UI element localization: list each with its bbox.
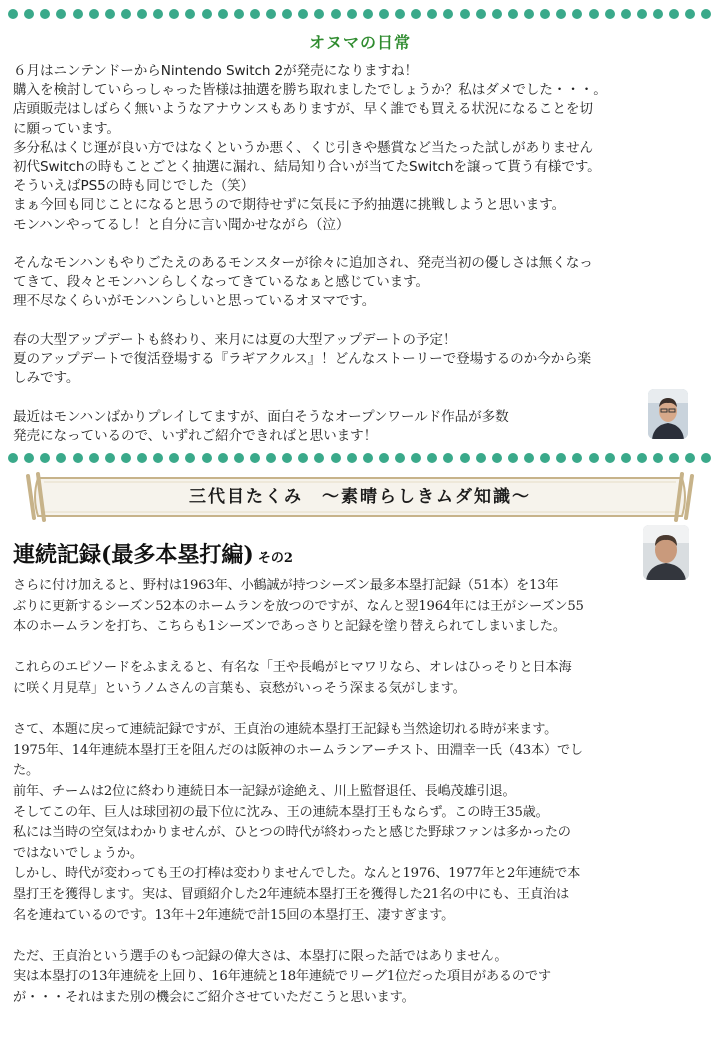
column-banner bbox=[24, 472, 696, 522]
text-line: 購入を検討していらっしゃった皆様は抽選を勝ち取れましたでしょうか？私はダメでした・・・。 bbox=[13, 82, 607, 99]
section1-title: オヌマの日常 bbox=[308, 33, 411, 52]
article-title: 連続記録(最多本塁打編) bbox=[13, 542, 254, 568]
divider-dot bbox=[605, 9, 615, 19]
divider-dot bbox=[153, 9, 163, 19]
text-line: 1975年、14年連続本塁打王を阻んだのは阪神のホームランアーチスト、田淵幸一氏（43本）でし bbox=[13, 742, 583, 758]
text-line: 店頭販売はしばらく無いようなアナウンスもありますが、早く誰でも買える状況になることを切 bbox=[13, 101, 593, 118]
text-line: そういえばPS5の時も同じでした（笑） bbox=[13, 178, 255, 195]
divider-dot bbox=[89, 453, 99, 463]
divider-dot bbox=[218, 9, 228, 19]
divider-dot bbox=[105, 9, 115, 19]
text-line: しかし、時代が変わっても王の打棒は変わりませんでした。なんと1976、1977年と2年連続で本 bbox=[13, 866, 581, 882]
divider-dot bbox=[8, 9, 18, 19]
text-line: に咲く月見草」というノムさんの言葉も、哀愁がいっそう深まる気がします。 bbox=[13, 680, 466, 696]
divider-dot bbox=[121, 453, 131, 463]
paragraph-spacer bbox=[13, 926, 713, 947]
divider-dot bbox=[701, 9, 711, 19]
divider-dot bbox=[653, 453, 663, 463]
text-line: 名を連ねているのです。13年＋2年連続で計15回の本塁打王、凄すぎます。 bbox=[13, 907, 455, 923]
text-line: しみです。 bbox=[13, 370, 80, 387]
divider-dot bbox=[476, 9, 486, 19]
text-line: ６月はニンテンドーからNintendo Switch 2が発売になりますね！ bbox=[13, 63, 419, 79]
divider-dot bbox=[637, 453, 647, 463]
divider-dot bbox=[492, 9, 502, 19]
divider-dot bbox=[411, 9, 421, 19]
divider-dot bbox=[572, 9, 582, 19]
divider-dot bbox=[56, 453, 66, 463]
divider-dot bbox=[202, 9, 212, 19]
paragraph-spacer bbox=[13, 388, 709, 407]
divider-dot bbox=[8, 453, 18, 463]
divider-dot bbox=[524, 453, 534, 463]
divider-dot bbox=[460, 9, 470, 19]
divider-dot bbox=[685, 9, 695, 19]
divider-dot bbox=[202, 453, 212, 463]
divider-dot bbox=[363, 453, 373, 463]
text-line: 発売になっているので、いずれご紹介できればと思います！ bbox=[13, 427, 378, 444]
article-subtitle: その2 bbox=[257, 551, 293, 566]
text-line: に願っています。 bbox=[13, 120, 120, 137]
divider-dot bbox=[314, 453, 324, 463]
divider-dot bbox=[105, 453, 115, 463]
text-line: さて、本題に戻って連続記録ですが、王貞治の連続本塁打王記録も当然途切れる時が来ます。 bbox=[13, 722, 558, 738]
text-line: これらのエピソードをふまえると、有名な「王や長嶋がヒマワリなら、オレはひっそりと日本海 bbox=[13, 660, 572, 676]
divider-dot bbox=[250, 9, 260, 19]
divider-dot bbox=[266, 9, 276, 19]
text-line: モンハンやってるし！と自分に言い聞かせながら（泣） bbox=[13, 216, 350, 233]
paragraph-spacer bbox=[13, 700, 713, 721]
divider-dot bbox=[637, 9, 647, 19]
divider-dot bbox=[379, 453, 389, 463]
divider-dot bbox=[121, 9, 131, 19]
divider-dot bbox=[56, 9, 66, 19]
divider-dot bbox=[621, 453, 631, 463]
paragraph-spacer bbox=[13, 312, 709, 331]
divider-dot bbox=[169, 453, 179, 463]
divider-dot bbox=[298, 9, 308, 19]
divider-dot bbox=[40, 453, 50, 463]
divider-dot bbox=[137, 453, 147, 463]
divider-dot bbox=[669, 453, 679, 463]
divider-dot bbox=[556, 453, 566, 463]
divider-dot bbox=[347, 453, 357, 463]
divider-dot bbox=[589, 9, 599, 19]
divider-dot bbox=[556, 9, 566, 19]
divider-dot bbox=[443, 9, 453, 19]
divider-dot bbox=[540, 9, 550, 19]
divider-dot bbox=[572, 453, 582, 463]
divider-dot bbox=[701, 453, 711, 463]
text-line: が・・・それはまた別の機会にご紹介させていただこうと思います。 bbox=[13, 989, 415, 1005]
divider-dot bbox=[282, 9, 292, 19]
divider-dot bbox=[605, 453, 615, 463]
divider-dot bbox=[492, 453, 502, 463]
section1-body bbox=[13, 62, 709, 446]
text-line: 私には当時の空気はわかりませんが、ひとつの時代が終わったと感じた野球ファンは多かったの bbox=[13, 825, 571, 841]
divider-dot bbox=[234, 9, 244, 19]
divider-dot bbox=[234, 453, 244, 463]
text-line: ぶりに更新するシーズン52本のホームランを放つのですが、なんと翌1964年には王がシーズン55 bbox=[13, 598, 584, 614]
text-line: ではないでしょうか。 bbox=[13, 845, 143, 861]
divider-dot bbox=[218, 453, 228, 463]
text-line: 塁打王を獲得します。実は、冒頭紹介した2年連続本塁打王を獲得した21名の中にも、王貞治は bbox=[13, 886, 569, 902]
divider-dot bbox=[73, 9, 83, 19]
divider-dot bbox=[685, 453, 695, 463]
divider-dot bbox=[653, 9, 663, 19]
divider-dot bbox=[379, 9, 389, 19]
divider-dot bbox=[314, 9, 324, 19]
text-line: ただ、王貞治という選手のもつ記録の偉大さは、本塁打に限った話ではありません。 bbox=[13, 948, 508, 964]
text-line: 本のホームランを打ち、こちらも1シーズンであっさりと記録を塗り替えられてしまいました。 bbox=[13, 619, 566, 635]
divider-dot bbox=[395, 9, 405, 19]
divider-dot bbox=[460, 453, 470, 463]
divider-dot bbox=[363, 9, 373, 19]
column-banner-title: 三代目たくみ ～素晴らしきムダ知識～ bbox=[189, 487, 531, 507]
divider-dot bbox=[137, 9, 147, 19]
divider-dot bbox=[508, 453, 518, 463]
divider-dot bbox=[250, 453, 260, 463]
divider-dot bbox=[331, 453, 341, 463]
article-heading bbox=[13, 538, 293, 569]
divider-dot bbox=[476, 453, 486, 463]
divider-dot bbox=[669, 9, 679, 19]
text-line: 理不尽なくらいがモンハンらしいと思っているオヌマです。 bbox=[13, 293, 376, 310]
text-line: 初代Switchの時もことごとく抽選に漏れ、結局知り合いが当てたSwitchを譲って貰う有様です。 bbox=[13, 159, 601, 176]
divider-dot bbox=[185, 9, 195, 19]
divider-dot bbox=[411, 453, 421, 463]
author-avatar-takumi bbox=[643, 525, 689, 580]
text-line: 最近はモンハンばかりプレイしてますが、面白そうなオープンワールド作品が多数 bbox=[13, 408, 509, 425]
divider-dot bbox=[589, 453, 599, 463]
divider-dot bbox=[331, 9, 341, 19]
middle-dotted-divider bbox=[8, 452, 712, 464]
divider-dot bbox=[508, 9, 518, 19]
text-line: 夏のアップデートで復活登場する『ラギアクルス』！どんなストーリーで登場するのか今から楽 bbox=[13, 351, 592, 368]
text-line: 前年、チームは2位に終わり連続日本一記録が途絶え、川上監督退任、長嶋茂雄引退。 bbox=[13, 783, 516, 799]
article-body bbox=[13, 576, 713, 1008]
divider-dot bbox=[443, 453, 453, 463]
divider-dot bbox=[89, 9, 99, 19]
text-line: 春の大型アップデートも終わり、来月には夏の大型アップデートの予定！ bbox=[13, 331, 457, 348]
divider-dot bbox=[73, 453, 83, 463]
text-line: てきて、段々とモンハンらしくなってきているなぁと感じています。 bbox=[13, 274, 429, 291]
text-line: そしてこの年、巨人は球団初の最下位に沈み、王の連続本塁打王もならず。この時王35歳。 bbox=[13, 804, 549, 820]
text-line: た。 bbox=[13, 763, 39, 779]
divider-dot bbox=[153, 453, 163, 463]
text-line: まぁ今回も同じことになると思うので期待せずに気長に予約抽選に挑戦しようと思います。 bbox=[13, 197, 566, 214]
divider-dot bbox=[185, 453, 195, 463]
text-line: 実は本塁打の13年連続を上回り、16年連続と18年連続でリーグ1位だった項目があるのです bbox=[13, 969, 551, 985]
divider-dot bbox=[24, 9, 34, 19]
top-dotted-divider bbox=[8, 8, 712, 20]
divider-dot bbox=[40, 9, 50, 19]
text-line: そんなモンハンもやりごたえのあるモンスターが徐々に追加され、発売当初の優しさは無くなっ bbox=[13, 255, 593, 272]
divider-dot bbox=[427, 9, 437, 19]
divider-dot bbox=[540, 453, 550, 463]
divider-dot bbox=[524, 9, 534, 19]
divider-dot bbox=[298, 453, 308, 463]
divider-dot bbox=[24, 453, 34, 463]
divider-dot bbox=[347, 9, 357, 19]
divider-dot bbox=[395, 453, 405, 463]
paragraph-spacer bbox=[13, 235, 709, 254]
divider-dot bbox=[427, 453, 437, 463]
divider-dot bbox=[282, 453, 292, 463]
divider-dot bbox=[621, 9, 631, 19]
paragraph-spacer bbox=[13, 638, 713, 659]
text-line: さらに付け加えると、野村は1963年、小鶴誠が持つシーズン最多本塁打記録（51本）を13年 bbox=[13, 578, 559, 593]
author-avatar-onuma bbox=[648, 389, 688, 439]
divider-dot bbox=[169, 9, 179, 19]
divider-dot bbox=[266, 453, 276, 463]
text-line: 多分私はくじ運が良い方ではなくというか悪く、くじ引きや懸賞など当たった試しがありません bbox=[13, 139, 593, 156]
